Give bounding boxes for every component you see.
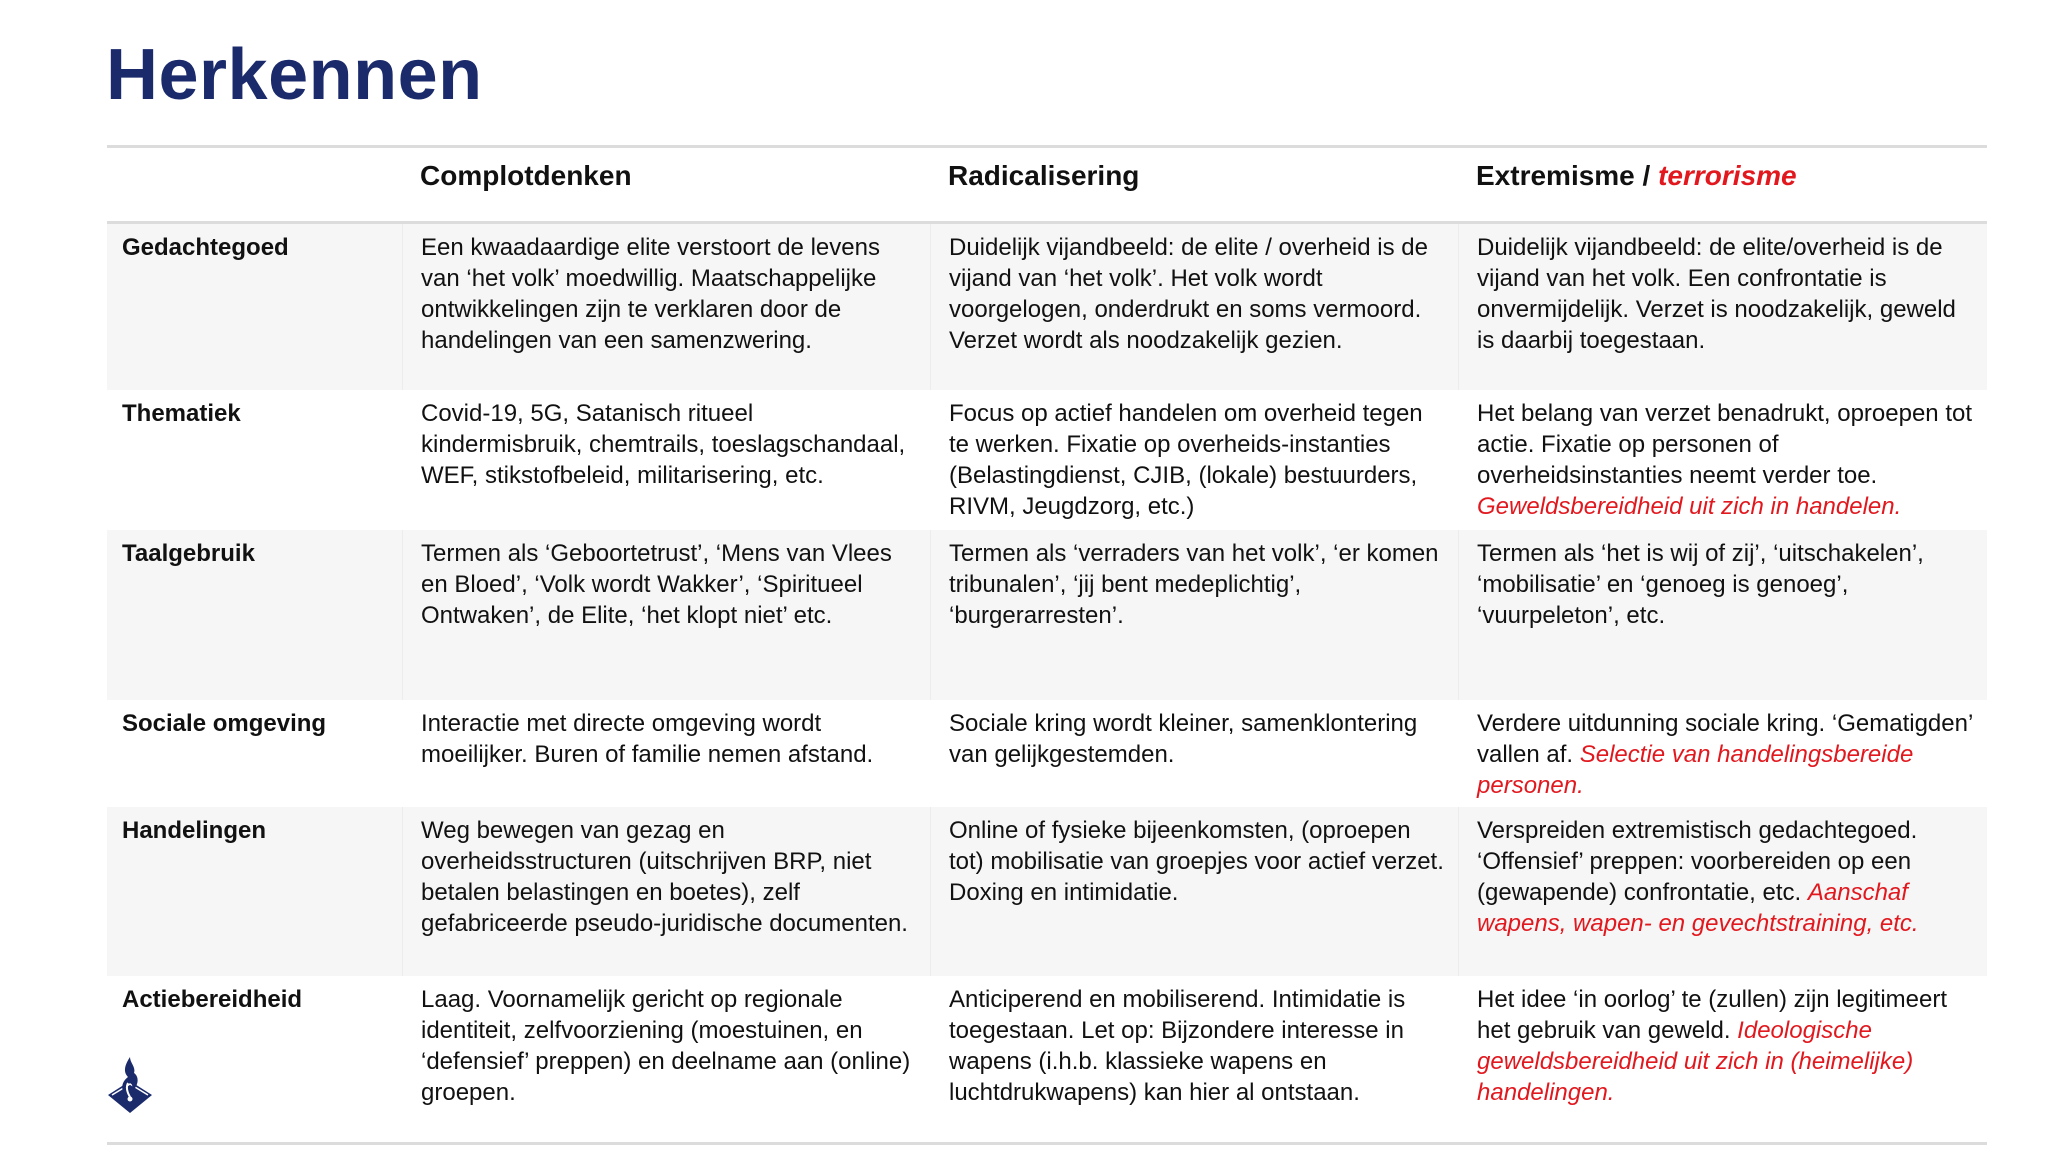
cell-text: Anticiperend en mobiliserend. Intimidatie is toegestaan. Let op: Bijzondere interesse in wapens (i.h.b. klassieke wapens en luchtdrukwapens) kan hier al ontstaan.: [949, 986, 1406, 1106]
cell-text-highlight: Selectie van handelingsbereide personen.: [1477, 741, 1914, 799]
row-label: Gedachtegoed: [122, 234, 289, 261]
cell-radicalisering: [930, 976, 1458, 1142]
cell-complotdenken: [402, 224, 930, 390]
cell-complotdenken: [402, 976, 930, 1142]
cell-radicalisering: [930, 700, 1458, 807]
header-terrorisme-label: terrorisme: [1658, 160, 1797, 191]
cell-text: Interactie met directe omgeving wordt moeilijker. Buren of familie nemen afstand.: [421, 710, 874, 768]
cell-complotdenken: [402, 700, 930, 807]
cell-text-highlight: Ideologische geweldsbereidheid uit zich in (heimelijke) handelingen.: [1477, 1017, 1914, 1106]
cell-text: Een kwaadaardige elite verstoort de levens van ‘het volk’ moedwillig. Maatschappelijke ontwikkelingen zijn te verklaren door de handelingen van een samenzwering.: [421, 234, 880, 354]
cell-text: Sociale kring wordt kleiner, samenklontering van gelijkgestemden.: [949, 710, 1418, 768]
cell-radicalisering: [930, 530, 1458, 700]
cell-text-highlight: Geweldsbereidheid uit zich in handelen.: [1477, 493, 1902, 520]
cell-extremisme: [1458, 390, 1987, 530]
police-logo-icon: [106, 1055, 154, 1115]
table-row: [107, 224, 1987, 390]
row-label: Taalgebruik: [122, 540, 255, 567]
cell-extremisme: [1458, 976, 1987, 1142]
cell-text: Online of fysieke bijeenkomsten, (oproepen tot) mobilisatie van groepjes voor actief verzet. Doxing en intimidatie.: [949, 817, 1444, 906]
cell-text: Verspreiden extremistisch gedachtegoed. ‘Offensief’ preppen: voorbereiden op een (gewapende) confrontatie, etc.: [1477, 817, 1918, 906]
header-extremisme-label: Extremisme /: [1476, 160, 1659, 191]
row-label: Thematiek: [122, 400, 241, 427]
cell-text-highlight: Aanschaf wapens, wapen- en gevechtstraining, etc.: [1477, 879, 1919, 937]
cell-complotdenken: [402, 390, 930, 530]
cell-text: Termen als ‘het is wij of zij’, ‘uitschakelen’, ‘mobilisatie’ en ‘genoeg is genoeg’, ‘vuurpeleton’, etc.: [1477, 540, 1924, 629]
row-label: Sociale omgeving: [122, 710, 327, 737]
cell-text: Termen als ‘Geboortetrust’, ‘Mens van Vlees en Bloed’, ‘Volk wordt Wakker’, ‘Spiritueel Ontwaken’, de Elite, ‘het klopt niet’ etc.: [421, 540, 892, 629]
cell-radicalisering: [930, 224, 1458, 390]
cell-radicalisering: [930, 807, 1458, 976]
comparison-table: [107, 145, 1987, 1145]
cell-extremisme: [1458, 224, 1987, 390]
cell-text: Het idee ‘in oorlog’ te (zullen) zijn legitimeert het gebruik van geweld.: [1477, 986, 1947, 1044]
cell-text: Verdere uitdunning sociale kring. ‘Gematigden’ vallen af.: [1477, 710, 1973, 768]
cell-extremisme: [1458, 700, 1987, 807]
cell-text: Laag. Voornamelijk gericht op regionale identiteit, zelfvoorziening (moestuinen, en ‘defensief’ preppen) en deelname aan (online) groepen.: [421, 986, 911, 1106]
page-title: Herkennen: [106, 35, 483, 115]
table-row: [107, 390, 1987, 530]
cell-text: Duidelijk vijandbeeld: de elite/overheid is de vijand van het volk. Een confrontatie is onvermijdelijk. Verzet is noodzakelijk, geweld is daarbij toegestaan.: [1477, 234, 1956, 354]
table-row: [107, 807, 1987, 976]
header-radicalisering: Radicalisering: [948, 160, 1140, 191]
cell-text: Covid-19, 5G, Satanisch ritueel kindermisbruik, chemtrails, toeslagschandaal, WEF, stikstofbeleid, militarisering, etc.: [421, 400, 906, 489]
cell-text: Termen als ‘verraders van het volk’, ‘er komen tribunalen’, ‘jij bent medeplichtig’, ‘burgerarresten’.: [949, 540, 1439, 629]
cell-complotdenken: [402, 807, 930, 976]
row-label: Actiebereidheid: [122, 986, 303, 1013]
table-row: [107, 530, 1987, 700]
row-label: Handelingen: [122, 817, 267, 844]
cell-text: Duidelijk vijandbeeld: de elite / overheid is de vijand van ‘het volk’. Het volk wordt voorgelogen, onderdrukt en soms vermoord. Verzet wordt als noodzakelijk gezien.: [949, 234, 1428, 354]
cell-text: Het belang van verzet benadrukt, oproepen tot actie. Fixatie op personen of overheidsinstanties neemt verder toe.: [1477, 400, 1972, 489]
cell-extremisme: [1458, 530, 1987, 700]
table-row: [107, 976, 1987, 1142]
cell-radicalisering: [930, 390, 1458, 530]
cell-complotdenken: [402, 530, 930, 700]
bottom-divider: [107, 1142, 1987, 1145]
header-complotdenken: Complotdenken: [420, 160, 632, 191]
cell-text: Focus op actief handelen om overheid tegen te werken. Fixatie op overheids-instanties (Belastingdienst, CJIB, (lokale) bestuurders, RIVM, Jeugdzorg, etc.): [949, 400, 1423, 520]
table-row: [107, 700, 1987, 807]
cell-extremisme: [1458, 807, 1987, 976]
header-extremisme-terrorisme: [1476, 160, 1797, 192]
cell-text: Weg bewegen van gezag en overheidsstructuren (uitschrijven BRP, niet betalen belastingen en boetes), zelf gefabriceerde pseudo-juridische documenten.: [421, 817, 908, 937]
table-header: [107, 148, 1987, 221]
